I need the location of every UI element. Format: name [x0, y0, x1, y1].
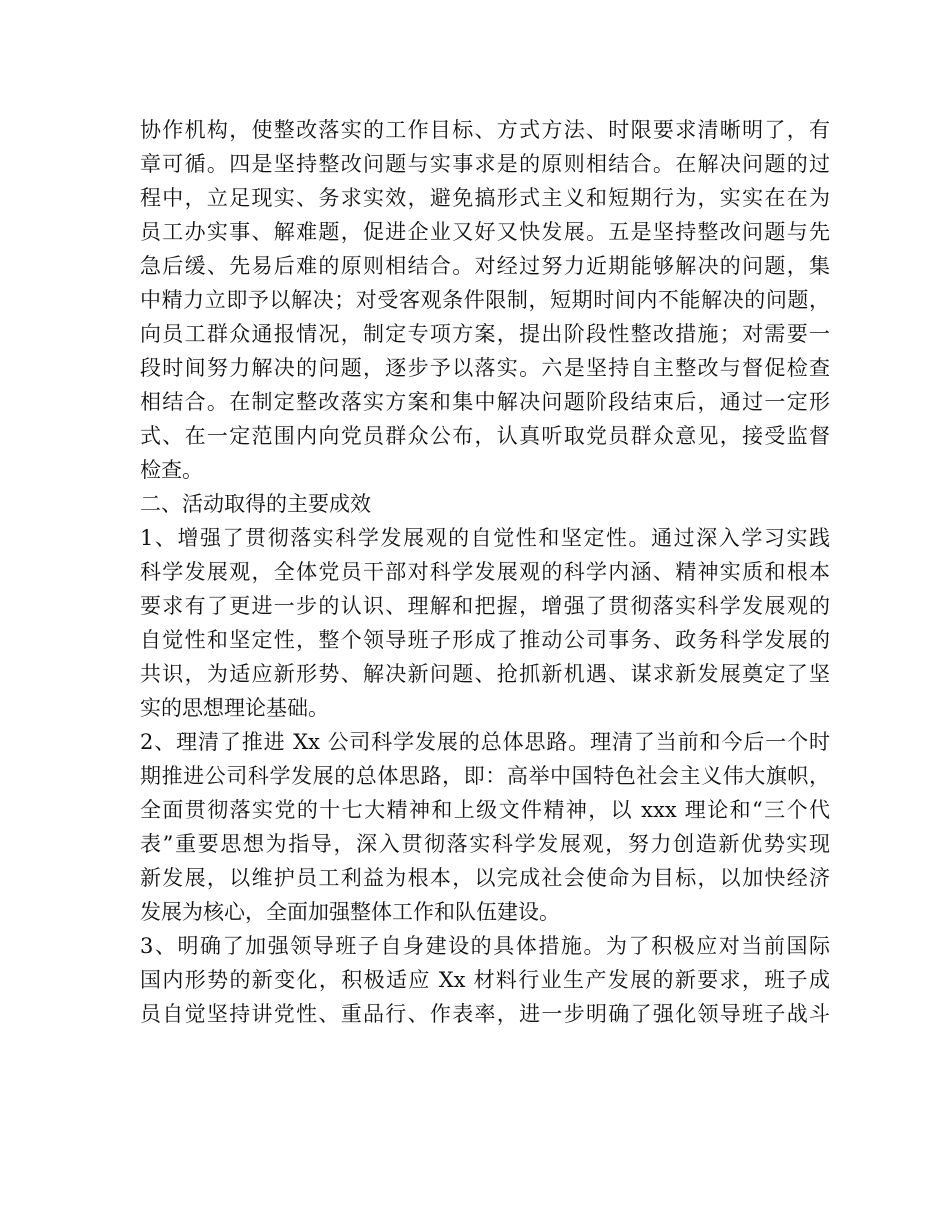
- text-line: 1、增强了贯彻落实科学发展观的自觉性和坚定性。通过深入学习实践: [140, 526, 830, 550]
- text-line: 协作机构，使整改落实的工作目标、方式方法、时限要求清晰明了，有: [140, 118, 830, 142]
- text-line: 全面贯彻落实党的十七大精神和上级文件精神，以 xxx 理论和“三个代: [140, 798, 830, 822]
- text-line: 新发展，以维护员工利益为根本，以完成社会使命为目标，以加快经济: [140, 866, 830, 890]
- text-line: 共识，为适应新形势、解决新问题、抢抓新机遇、谋求新发展奠定了坚: [140, 662, 830, 686]
- text-line: 自觉性和坚定性，整个领导班子形成了推动公司事务、政务科学发展的: [140, 628, 830, 652]
- document-body: [140, 113, 830, 1031]
- text-line: 实的思想理论基础。: [140, 696, 329, 720]
- text-line: 国内形势的新变化，积极适应 Xx 材料行业生产发展的新要求，班子成: [140, 968, 830, 992]
- text-line: 向员工群众通报情况，制定专项方案，提出阶段性整改措施；对需要一: [140, 322, 830, 346]
- text-line: 相结合。在制定整改落实方案和集中解决问题阶段结束后，通过一定形: [140, 390, 830, 414]
- text-line: 急后缓、先易后难的原则相结合。对经过努力近期能够解决的问题，集: [140, 254, 830, 278]
- text-line: 章可循。四是坚持整改问题与实事求是的原则相结合。在解决问题的过: [140, 152, 830, 176]
- text-line: 期推进公司科学发展的总体思路，即：高举中国特色社会主义伟大旗帜，: [140, 764, 830, 788]
- text-line: 员工办实事、解难题，促进企业又好又快发展。五是坚持整改问题与先: [140, 220, 830, 244]
- text-line: 科学发展观，全体党员干部对科学发展观的科学内涵、精神实质和根本: [140, 560, 830, 584]
- text-line: 段时间努力解决的问题，逐步予以落实。六是坚持自主整改与督促检查: [140, 356, 830, 380]
- text-line: 式、在一定范围内向党员群众公布，认真听取党员群众意见，接受监督: [140, 424, 830, 448]
- text-line: 中精力立即予以解决；对受客观条件限制，短期时间内不能解决的问题，: [140, 288, 830, 312]
- text-line: 发展为核心，全面加强整体工作和队伍建设。: [140, 900, 560, 924]
- text-line: 检查。: [140, 458, 203, 482]
- text-line: 要求有了更进一步的认识、理解和把握，增强了贯彻落实科学发展观的: [140, 594, 830, 618]
- text-line: 员自觉坚持讲党性、重品行、作表率，进一步明确了强化领导班子战斗: [140, 1002, 830, 1026]
- text-line: 表”重要思想为指导，深入贯彻落实科学发展观，努力创造新优势实现: [140, 832, 830, 856]
- section-heading: 二、活动取得的主要成效: [140, 492, 371, 516]
- text-line: 3、明确了加强领导班子自身建设的具体措施。为了积极应对当前国际: [140, 934, 830, 958]
- text-line: 2、理清了推进 Xx 公司科学发展的总体思路。理清了当前和今后一个时: [140, 730, 830, 754]
- text-line: 程中，立足现实、务求实效，避免搞形式主义和短期行为，实实在在为: [140, 186, 830, 210]
